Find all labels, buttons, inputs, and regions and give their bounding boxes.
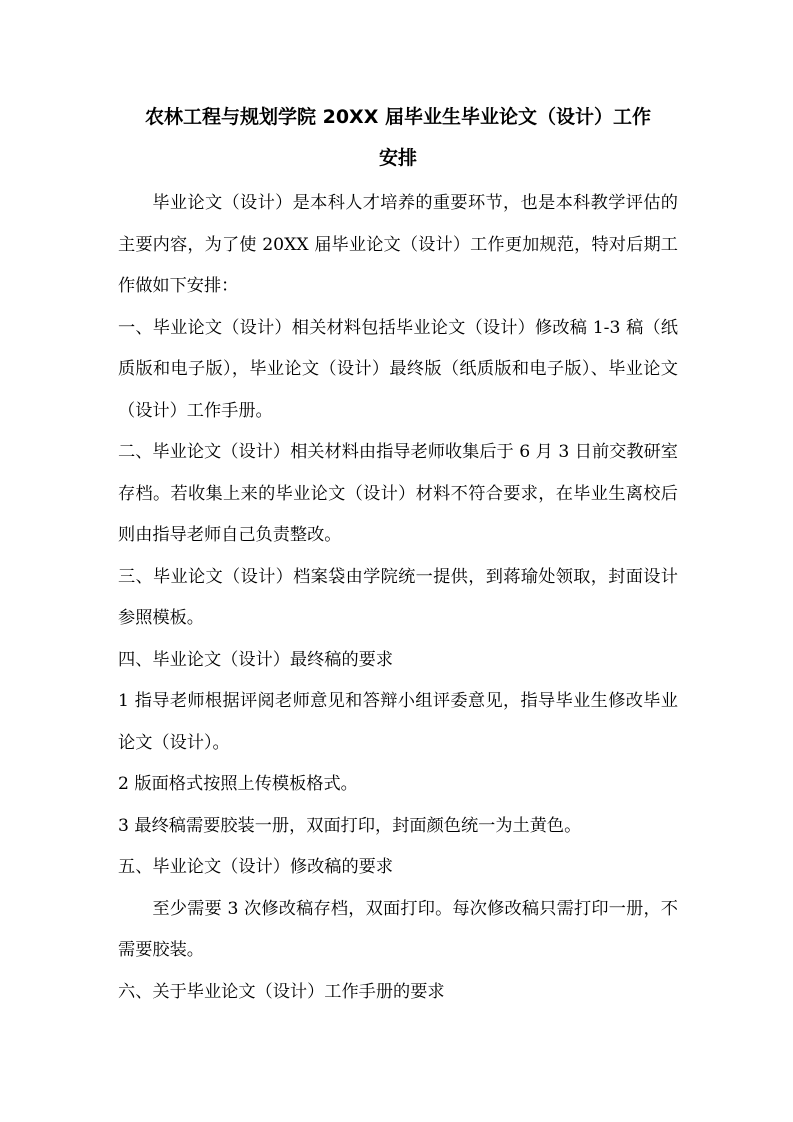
section-6-heading: 六、关于毕业论文（设计）工作手册的要求 <box>118 981 445 1002</box>
document-title-line-2: 安排 <box>378 147 417 169</box>
section-5-paragraph: 至少需要 3 次修改稿存档，双面打印。每次修改稿只需打印一册，不需要胶装。 <box>118 898 678 960</box>
document-title <box>118 97 678 179</box>
section-4-item-1: 1 指导老师根据评阅老师意见和答辩小组评委意见，指导毕业生修改毕业论文（设计）。 <box>118 691 678 753</box>
section-4-heading: 四、毕业论文（设计）最终稿的要求 <box>118 649 394 670</box>
section-1-paragraph: 一、毕业论文（设计）相关材料包括毕业论文（设计）修改稿 1-3 稿（纸质版和电子版），毕业论文（设计）最终版（纸质版和电子版）、毕业论文（设计）工作手册。 <box>118 317 678 421</box>
section-4-item-3: 3 最终稿需要胶装一册，双面打印，封面颜色统一为土黄色。 <box>118 815 582 836</box>
section-2-paragraph: 二、毕业论文（设计）相关材料由指导老师收集后于 6 月 3 日前交教研室存档。若收集上来的毕业论文（设计）材料不符合要求，在毕业生离校后则由指导老师自己负责整改。 <box>118 442 678 545</box>
intro-paragraph: 毕业论文（设计）是本科人才培养的重要环节，也是本科教学评估的主要内容，为了使 20XX 届毕业论文（设计）工作更加规范，特对后期工作做如下安排： <box>118 193 678 296</box>
section-4-item-2: 2 版面格式按照上传模板格式。 <box>118 774 358 794</box>
section-5-heading: 五、毕业论文（设计）修改稿的要求 <box>118 857 394 877</box>
document-body <box>118 97 678 1013</box>
document-title-line-1: 农林工程与规划学院 20XX 届毕业生毕业论文（设计）工作 <box>145 106 651 128</box>
section-3-paragraph: 三、毕业论文（设计）档案袋由学院统一提供，到蒋瑜处领取，封面设计参照模板。 <box>118 566 678 628</box>
